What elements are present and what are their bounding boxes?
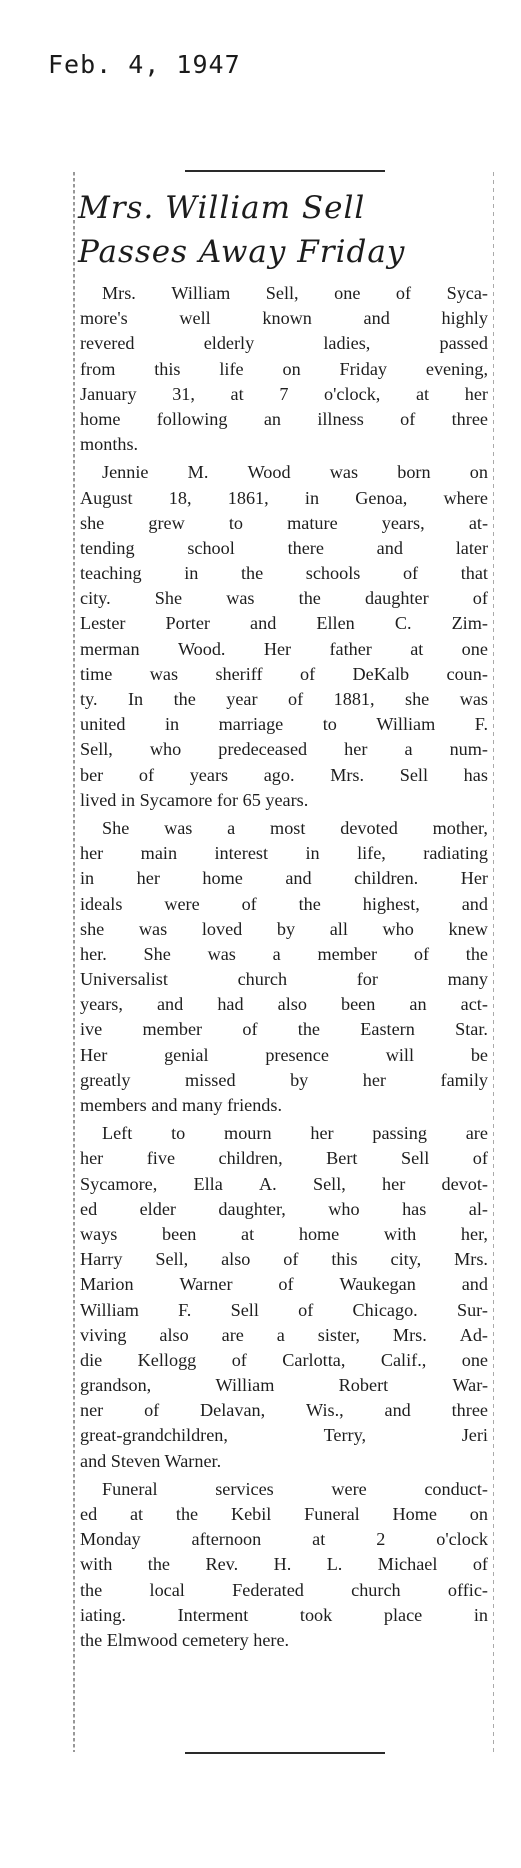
text-line: she was loved by all who knew — [80, 918, 488, 939]
text-line: August 18, 1861, in Genoa, where — [80, 487, 488, 508]
text-line: her. She was a member of the — [80, 943, 488, 964]
text-line: teaching in the schools of that — [80, 563, 488, 584]
text-line: Funeral services were conduct- — [102, 1478, 488, 1499]
paragraph — [80, 1477, 488, 1653]
text-line: She was a most devoted mother, — [102, 817, 488, 838]
text-line: Marion Warner of Waukegan and — [80, 1274, 488, 1295]
paragraph — [80, 460, 488, 813]
text-line: tending school there and later — [80, 537, 488, 558]
text-line: Harry Sell, also of this city, Mrs. — [80, 1249, 488, 1270]
paragraph — [80, 281, 488, 457]
text-line: lived in Sycamore for 65 years. — [80, 789, 309, 810]
text-line: her main interest in life, radiating — [80, 843, 488, 864]
text-line: grandson, William Robert War- — [80, 1375, 488, 1396]
text-line: greatly missed by her family — [80, 1069, 488, 1090]
obituary-article — [80, 281, 488, 1653]
headline-line-2: Passes Away Friday — [78, 234, 406, 270]
text-line: Left to mourn her passing are — [102, 1123, 488, 1144]
text-line: ways been at home with her, — [80, 1223, 488, 1244]
text-line: she grew to mature years, at- — [80, 512, 488, 533]
text-line: William F. Sell of Chicago. Sur- — [80, 1299, 488, 1320]
text-line: ber of years ago. Mrs. Sell has — [80, 764, 488, 785]
text-line: with the Rev. H. L. Michael of — [80, 1554, 488, 1575]
text-line: ed at the Kebil Funeral Home on — [80, 1504, 488, 1524]
text-line: members and many friends. — [80, 1095, 283, 1115]
headline-line-1: Mrs. William Sell — [78, 190, 366, 226]
column-left-border — [73, 172, 75, 1752]
text-line: united in marriage to William F. — [80, 714, 488, 735]
column-right-border — [493, 172, 494, 1752]
text-line: Lester Porter and Ellen C. Zim- — [80, 613, 488, 634]
text-line: January 31, at 7 o'clock, at her — [80, 383, 488, 404]
text-line: Sell, who predeceased her a num- — [80, 739, 488, 760]
text-line: months. — [80, 434, 139, 455]
text-line: merman Wood. Her father at one — [80, 638, 488, 659]
text-line: Mrs. William Sell, one of Syca- — [102, 283, 488, 303]
text-line: iating. Interment took place in — [80, 1604, 488, 1625]
text-line: great-grandchildren, Terry, Jeri — [80, 1425, 488, 1446]
text-line: Universalist church for many — [80, 969, 488, 990]
text-line: Monday afternoon at 2 o'clock — [80, 1529, 488, 1550]
text-line: die Kellogg of Carlotta, Calif., one — [80, 1349, 488, 1370]
text-line: the Elmwood cemetery here. — [80, 1629, 290, 1650]
text-line: more's well known and highly — [80, 308, 488, 329]
bottom-rule — [185, 1752, 385, 1754]
text-line: Sycamore, Ella A. Sell, her devot- — [80, 1173, 488, 1194]
text-line: her five children, Bert Sell of — [80, 1148, 488, 1169]
paragraph — [80, 816, 488, 1118]
text-line: ner of Delavan, Wis., and three — [80, 1400, 488, 1421]
top-rule — [185, 170, 385, 172]
text-line: Jennie M. Wood was born on — [102, 462, 488, 483]
text-line: the local Federated church offic- — [80, 1579, 488, 1600]
text-line: home following an illness of three — [80, 408, 488, 429]
text-line: in her home and children. Her — [80, 868, 488, 889]
text-line: ideals were of the highest, and — [80, 893, 488, 914]
paragraph — [80, 1121, 488, 1474]
text-line: from this life on Friday evening, — [80, 358, 488, 379]
text-line: ed elder daughter, who has al- — [80, 1198, 488, 1219]
text-line: Her genial presence will be — [80, 1044, 488, 1065]
text-line: ty. In the year of 1881, she was — [80, 689, 488, 709]
text-line: and Steven Warner. — [80, 1450, 222, 1471]
text-line: ive member of the Eastern Star. — [80, 1019, 488, 1040]
text-line: viving also are a sister, Mrs. Ad- — [80, 1324, 488, 1345]
text-line: time was sheriff of DeKalb coun- — [80, 663, 488, 684]
text-line: years, and had also been an act- — [80, 994, 488, 1015]
clipping-date: Feb. 4, 1947 — [48, 50, 241, 79]
text-line: revered elderly ladies, passed — [80, 333, 488, 354]
text-line: city. She was the daughter of — [80, 588, 488, 609]
